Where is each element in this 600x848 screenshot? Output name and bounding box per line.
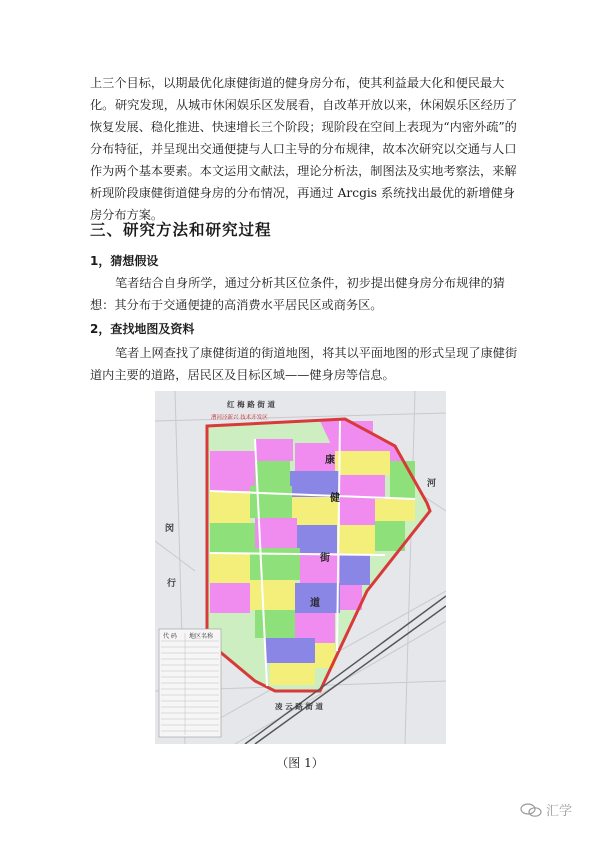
intro-paragraph-0: 上三个目标，以期最优化康健街道的健身房分布，使其利益最大化和便民最大化。 bbox=[90, 76, 505, 112]
watermark-text: 汇学 bbox=[545, 804, 572, 819]
subsection-2-text: 笔者上网查找了康健街道的街道地图，将其以平面地图的形式呈现了康健街道内主要的道路，居民区及目标区域——健身房等信息。 bbox=[90, 346, 518, 382]
intro-paragraph-1: 研究发现，从城市休闲娱乐区发展看，自改革开放以来，休闲娱乐区经历了恢复发展、稳化推进、快速增长三个阶段；现阶段在空间上表现为“内密外疏”的分布特征，并呈现出交通便捷与人口主导的分布规律，故本次研究以交通与人口作为两个基本要素。本文运用文献法，理论分析法，制图法及实地考察法，来解析现阶段康健街道健身房的分布情况，再通过 Arcgis 系统找出最优的新增健身房分布方案。 bbox=[90, 98, 518, 222]
legend-header-name: 地区名称 bbox=[189, 633, 214, 640]
section-heading: 三、研究方法和研究过程 bbox=[90, 221, 272, 239]
subsection-1-text: 笔者结合自身所学，通过分析其区位条件，初步提出健身房分布规律的猜想：其分布于交通便捷的高消费水平居民区或商务区。 bbox=[90, 276, 505, 312]
road-label-bottom: 凌 云 路 街 道 bbox=[275, 702, 323, 711]
district-char-4: 道 bbox=[310, 598, 320, 609]
subsection-1-heading: 1，猜想假设 bbox=[90, 254, 159, 268]
district-char-2: 健 bbox=[330, 493, 340, 504]
road-label-left-1: 闵 bbox=[165, 524, 175, 534]
wechat-icon bbox=[520, 803, 542, 817]
road-label-top: 红 梅 路 街 道 bbox=[227, 400, 275, 409]
district-char-1: 康 bbox=[325, 455, 335, 466]
road-label-right: 河 bbox=[427, 479, 437, 489]
figure-caption: （图 1） bbox=[276, 756, 324, 770]
zone-label: 漕河泾新兴 技术开发区 bbox=[211, 415, 268, 421]
road-label-left-2: 行 bbox=[167, 579, 177, 589]
subsection-2-heading: 2，查找地图及资料 bbox=[90, 322, 195, 336]
street-map bbox=[155, 391, 446, 744]
legend-header-code: 代 码 bbox=[163, 633, 177, 640]
watermark bbox=[520, 800, 572, 819]
district-char-3: 街 bbox=[320, 553, 330, 564]
street-map-figure bbox=[155, 391, 446, 744]
